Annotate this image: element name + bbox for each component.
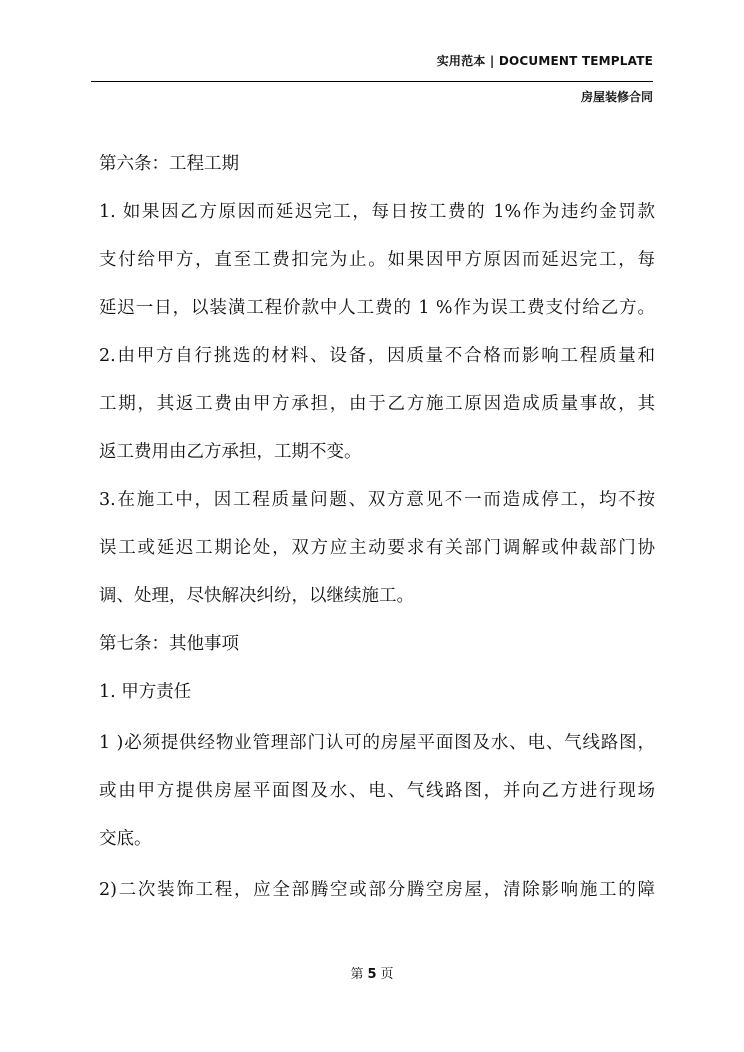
paragraph-line: 延迟一日，以装潢工程价款中人工费的 1 %作为误工费支付给乙方。: [99, 298, 655, 318]
article-heading: 第六条：工程工期: [99, 154, 239, 174]
page-footer: [0, 963, 744, 982]
page-number-suffix: 页: [380, 967, 394, 982]
paragraph-line: 2)二次装饰工程，应全部腾空或部分腾空房屋，清除影响施工的障: [99, 880, 655, 900]
paragraph-line: 2.由甲方自行挑选的材料、设备，因质量不合格而影响工程质量和: [99, 346, 655, 366]
paragraph-line: 或由甲方提供房屋平面图及水、电、气线路图，并向乙方进行现场: [99, 781, 655, 801]
paragraph-line: 3.在施工中，因工程质量问题、双方意见不一而造成停工，均不按: [99, 490, 655, 510]
paragraph-line: 返工费用由乙方承担，工期不变。: [99, 442, 362, 462]
document-body: [99, 140, 655, 914]
header-template-label: 实用范本 | DOCUMENT TEMPLATE: [436, 54, 653, 68]
paragraph-line: 误工或延迟工期论处，双方应主动要求有关部门调解或仲裁部门协: [99, 538, 655, 558]
paragraph-line: 1 )必须提供经物业管理部门认可的房屋平面图及水、电、气线路图，: [99, 733, 655, 753]
paragraph-line: 支付给甲方，直至工费扣完为止。如果因甲方原因而延迟完工，每: [99, 250, 655, 270]
article-heading: 第七条：其他事项: [99, 634, 239, 654]
paragraph-line: 调、处理，尽快解决纠纷，以继续施工。: [99, 586, 414, 606]
paragraph-line: 工期，其返工费由甲方承担，由于乙方施工原因造成质量事故，其: [99, 394, 655, 414]
paragraph-line: 1. 如果因乙方原因而延迟完工，每日按工费的 1%作为违约金罚款: [99, 202, 655, 222]
header-document-title: 房屋装修合同: [580, 90, 653, 104]
page-number-prefix: 第: [350, 967, 364, 982]
section-heading: 1. 甲方责任: [99, 682, 192, 702]
header-divider: [91, 81, 653, 82]
page-number: 5: [367, 967, 377, 982]
paragraph-line: 交底。: [99, 829, 152, 849]
